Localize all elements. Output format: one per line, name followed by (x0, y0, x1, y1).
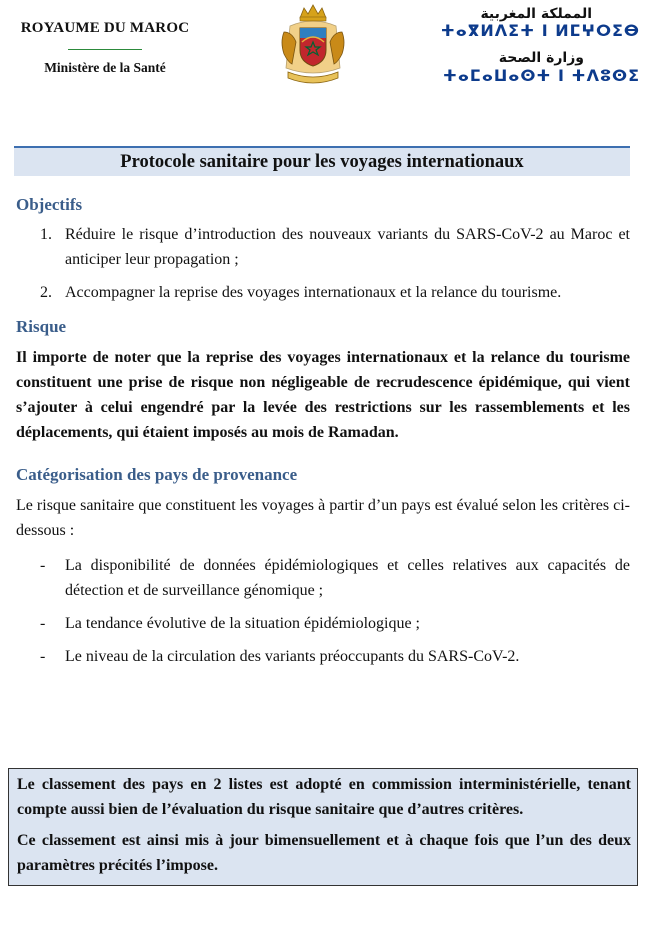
ministry-name-ar: وزارة الصحة (498, 50, 584, 67)
header-left-block (12, 20, 198, 76)
country-name-ar: المملكة المغربية (480, 6, 592, 22)
list-item (16, 611, 630, 636)
list-marker: - (40, 615, 46, 632)
ministry-name-tz: ⵜⴰⵎⴰⵡⴰⵙⵜ ⵏ ⵜⴷⵓⵙⵉ (442, 65, 640, 85)
country-name-fr: ROYAUME DU MAROC (20, 20, 190, 36)
list-item-text: La tendance évolutive de la situation épidémiologique ; (65, 615, 420, 632)
classification-note-box (8, 768, 638, 886)
list-item-text: Réduire le risque d’introduction des nouveaux variants du SARS-CoV-2 au Maroc et anticiper leur propagation ; (65, 226, 630, 268)
document-title: Protocole sanitaire pour les voyages internationaux (14, 146, 630, 176)
list-marker: 2. (40, 284, 52, 301)
note-paragraph-1: Le classement des pays en 2 listes est adopté en commission interministérielle, tenant compte aussi bien de l’évaluation du risque sanitaire que d’autres critères. (17, 776, 631, 818)
document-body (16, 192, 630, 669)
section-heading-risque: Risque (16, 317, 67, 336)
country-name-tz: ⵜⴰⴳⵍⴷⵉⵜ ⵏ ⵍⵎⵖⵔⵉⴱ (440, 21, 640, 41)
list-item-text: Le niveau de la circulation des variants préoccupants du SARS-CoV-2. (65, 648, 520, 665)
list-marker: - (40, 648, 46, 665)
list-item (16, 280, 630, 305)
list-marker: 1. (40, 226, 52, 243)
list-item (16, 553, 630, 603)
ministry-name-fr: Ministère de la Santé (44, 60, 166, 75)
list-item-text: Accompagner la reprise des voyages internationaux et la relance du tourisme. (65, 284, 562, 301)
criteria-list (16, 553, 630, 669)
moroccan-coat-of-arms-icon (278, 2, 348, 90)
list-item (16, 222, 630, 272)
note-paragraph-2: Ce classement est ainsi mis à jour bimensuellement et à chaque fois que l’un des deux paramètres précités l’impose. (17, 832, 631, 874)
list-item (16, 644, 630, 669)
categorisation-intro: Le risque sanitaire que constituent les voyages à partir d’un pays est évalué selon les critères ci-dessous : (16, 497, 630, 539)
risk-paragraph: Il importe de noter que la reprise des voyages internationaux et la relance du tourisme constituent une prise de risque non négligeable de recrudescence épidémique, qui vient s’ajouter à celui engendré par la levée des restrictions sur les rassemblements et les déplacements, qui étaient imposés au mois de Ramadan. (16, 349, 630, 441)
objectives-list (16, 222, 630, 305)
header-right-block (440, 6, 640, 85)
section-heading-categorisation: Catégorisation des pays de provenance (16, 465, 298, 484)
document-header (0, 0, 650, 130)
list-marker: - (40, 557, 46, 574)
header-divider (68, 49, 142, 50)
section-heading-objectifs: Objectifs (16, 195, 83, 214)
list-item-text: La disponibilité de données épidémiologiques et celles relatives aux capacités de détection et de surveillance génomique ; (65, 557, 630, 599)
